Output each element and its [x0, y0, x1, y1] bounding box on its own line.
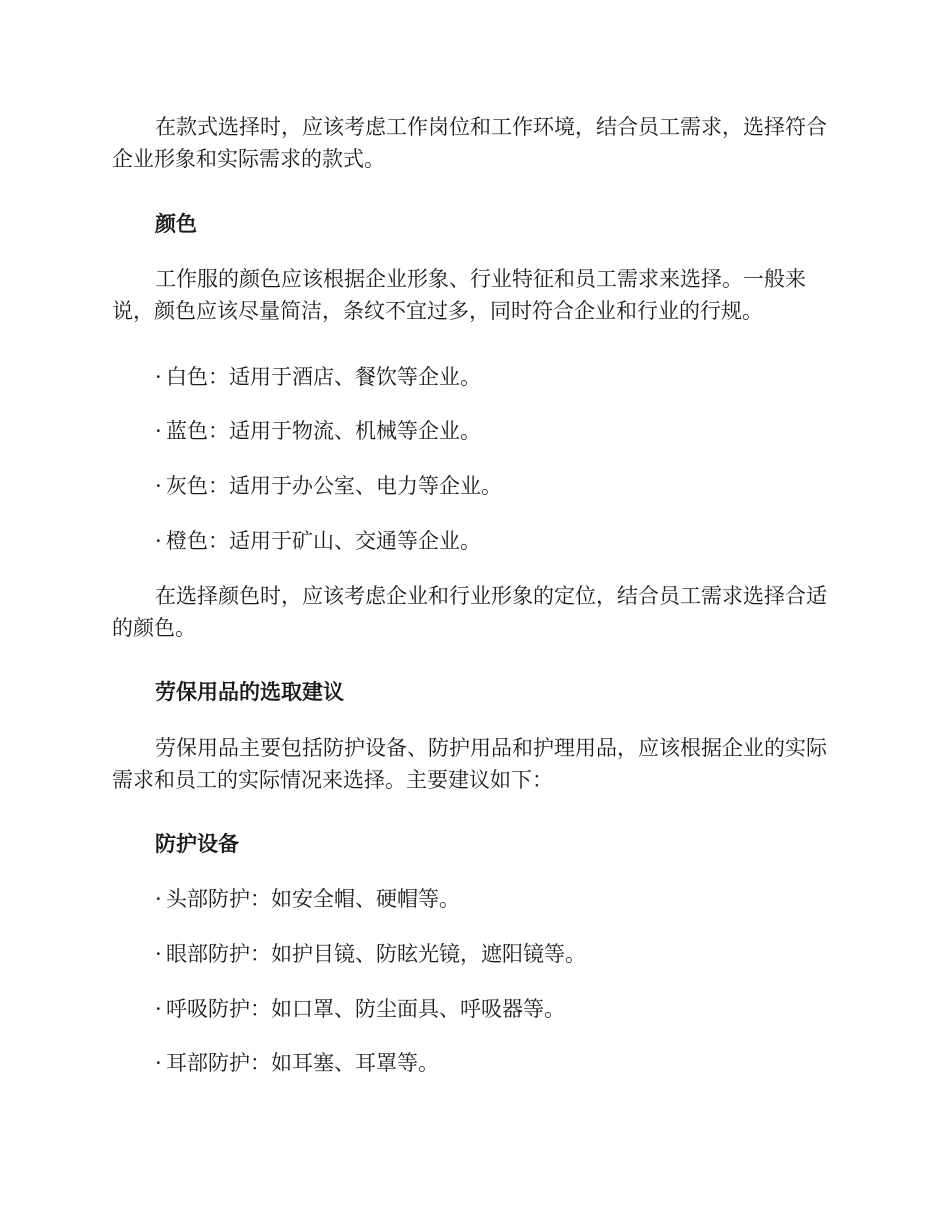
list-item-color-blue — [155, 415, 875, 447]
list-item-ear-protection — [155, 1047, 875, 1079]
list-item-text: 白色：适用于酒店、餐饮等企业。 — [166, 365, 481, 389]
list-item-text: 头部防护：如安全帽、硬帽等。 — [166, 887, 460, 911]
heading-ppe: 劳保用品的选取建议 — [155, 680, 344, 704]
paragraph-style-choice: 在款式选择时，应该考虑工作岗位和工作环境，结合员工需求，选择符合企业形象和实际需求的款式。 — [112, 115, 827, 171]
paragraph-ppe-intro: 劳保用品主要包括防护设备、防护用品和护理用品，应该根据企业的实际需求和员工的实际情况来选择。主要建议如下： — [112, 736, 827, 792]
paragraph-color-intro: 工作服的颜色应该根据企业形象、行业特征和员工需求来选择。一般来说，颜色应该尽量简洁，条纹不宜过多，同时符合企业和行业的行规。 — [112, 267, 806, 323]
bullet-icon: · — [155, 942, 162, 966]
paragraph-color-choice: 在选择颜色时，应该考虑企业和行业形象的定位，结合员工需求选择合适的颜色。 — [112, 584, 827, 640]
bullet-icon: · — [155, 365, 162, 389]
list-item-respiratory-protection — [155, 993, 875, 1025]
list-item-color-gray — [155, 470, 875, 502]
list-item-color-white — [155, 361, 875, 393]
list-item-text: 耳部防护：如耳塞、耳罩等。 — [166, 1051, 439, 1075]
list-item-text: 眼部防护：如护目镜、防眩光镜，遮阳镜等。 — [166, 942, 586, 966]
list-item-text: 呼吸防护：如口罩、防尘面具、呼吸器等。 — [166, 997, 565, 1021]
list-item-eye-protection — [155, 938, 875, 970]
list-item-head-protection — [155, 883, 875, 915]
bullet-icon: · — [155, 997, 162, 1021]
bullet-icon: · — [155, 529, 162, 553]
bullet-icon: · — [155, 419, 162, 443]
bullet-icon: · — [155, 474, 162, 498]
heading-color: 颜色 — [155, 212, 197, 236]
list-item-text: 橙色：适用于矿山、交通等企业。 — [166, 529, 481, 553]
list-item-text: 蓝色：适用于物流、机械等企业。 — [166, 419, 481, 443]
bullet-icon: · — [155, 1051, 162, 1075]
list-item-text: 灰色：适用于办公室、电力等企业。 — [166, 474, 502, 498]
bullet-icon: · — [155, 887, 162, 911]
heading-protective-equipment: 防护设备 — [155, 832, 239, 856]
list-item-color-orange — [155, 525, 875, 557]
